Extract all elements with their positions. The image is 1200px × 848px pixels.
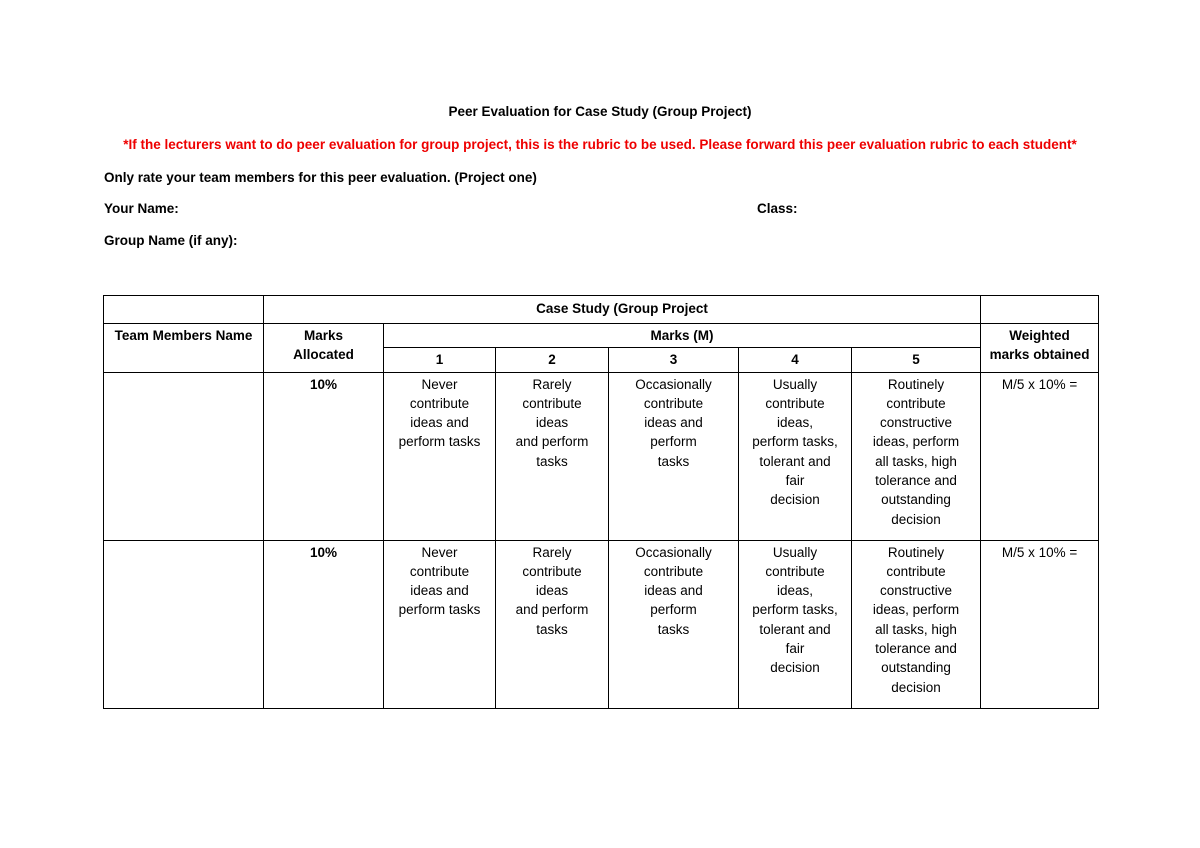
level-5-cell: Routinely contribute constructive ideas, perform all tasks, high tolerance and outstanding decision — [852, 372, 981, 540]
team-members-header: Team Members Name — [104, 324, 264, 373]
scale-cell: 4 — [739, 348, 852, 372]
level-1-cell: Never contribute ideas and perform tasks — [384, 540, 496, 708]
scale-cell: 2 — [496, 348, 609, 372]
instruction-text: Only rate your team members for this peer evaluation. (Project one) — [104, 170, 537, 185]
table-row — [104, 372, 1099, 540]
member-name-cell[interactable] — [104, 372, 264, 540]
class-label: Class: — [757, 201, 798, 216]
marks-allocated-header: Marks Allocated — [264, 324, 384, 373]
level-3-cell: Occasionally contribute ideas and perform tasks — [609, 372, 739, 540]
weighted-marks-header: Weighted marks obtained — [981, 324, 1099, 373]
level-2-cell: Rarely contribute ideas and perform tasks — [496, 540, 609, 708]
your-name-label: Your Name: — [104, 201, 179, 216]
table-subheader-row — [104, 324, 1099, 348]
table-row — [104, 540, 1099, 708]
level-2-cell: Rarely contribute ideas and perform tasks — [496, 372, 609, 540]
document-title: Peer Evaluation for Case Study (Group Project) — [448, 104, 752, 119]
level-3-cell: Occasionally contribute ideas and perform tasks — [609, 540, 739, 708]
scale-cell: 5 — [852, 348, 981, 372]
header-blank-cell — [104, 296, 264, 324]
header-blank-cell — [981, 296, 1099, 324]
level-4-cell: Usually contribute ideas, perform tasks, tolerant and fair decision — [739, 372, 852, 540]
marks-m-header: Marks (M) — [384, 324, 981, 348]
group-header-cell: Case Study (Group Project — [264, 296, 981, 324]
group-name-label: Group Name (if any): — [104, 233, 238, 248]
peer-evaluation-rubric-table — [103, 295, 1099, 709]
level-5-cell: Routinely contribute constructive ideas, perform all tasks, high tolerance and outstanding decision — [852, 540, 981, 708]
lecturer-note: *If the lecturers want to do peer evaluation for group project, this is the rubric to be used. Please forward this peer evaluation rubric to each student* — [123, 137, 1077, 152]
member-name-cell[interactable] — [104, 540, 264, 708]
allocated-cell: 10% — [264, 372, 384, 540]
allocated-cell: 10% — [264, 540, 384, 708]
weighted-cell: M/5 x 10% = — [981, 372, 1099, 540]
scale-cell: 3 — [609, 348, 739, 372]
table-header-row — [104, 296, 1099, 324]
weighted-cell: M/5 x 10% = — [981, 540, 1099, 708]
level-4-cell: Usually contribute ideas, perform tasks, tolerant and fair decision — [739, 540, 852, 708]
level-1-cell: Never contribute ideas and perform tasks — [384, 372, 496, 540]
scale-cell: 1 — [384, 348, 496, 372]
